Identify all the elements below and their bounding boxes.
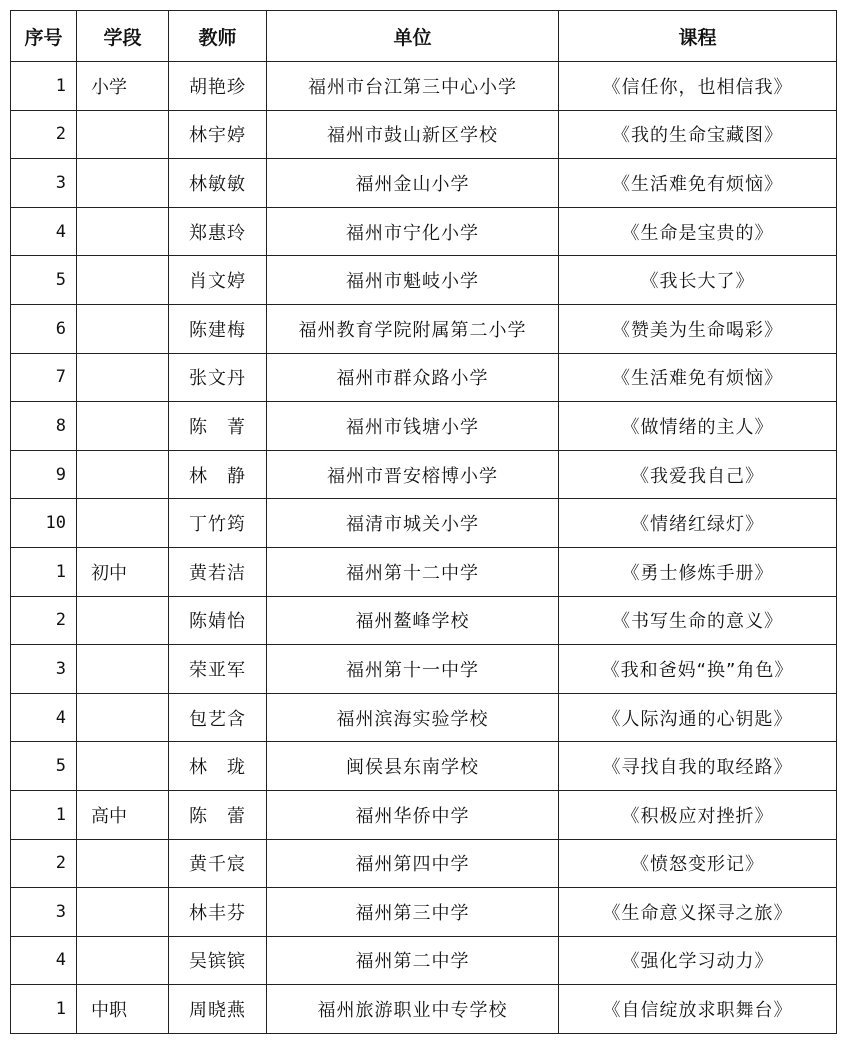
cell-course: 《信任你，也相信我》 [559, 62, 837, 111]
header-unit: 单位 [267, 11, 559, 62]
cell-teacher: 林 珑 [169, 742, 267, 791]
cell-stage [77, 596, 169, 645]
cell-stage [77, 207, 169, 256]
cell-unit: 福州第十二中学 [267, 547, 559, 596]
cell-course: 《赞美为生命喝彩》 [559, 304, 837, 353]
cell-course: 《愤怒变形记》 [559, 839, 837, 888]
cell-course: 《强化学习动力》 [559, 936, 837, 985]
cell-teacher: 陈婧怡 [169, 596, 267, 645]
cell-teacher: 陈 蕾 [169, 790, 267, 839]
cell-index: 1 [11, 62, 77, 111]
cell-index: 2 [11, 596, 77, 645]
cell-unit: 福清市城关小学 [267, 499, 559, 548]
table-row [11, 839, 837, 888]
cell-unit: 福州市钱塘小学 [267, 402, 559, 451]
cell-stage [77, 450, 169, 499]
cell-stage: 高中 [77, 790, 169, 839]
cell-unit: 福州鳌峰学校 [267, 596, 559, 645]
cell-unit: 福州华侨中学 [267, 790, 559, 839]
cell-unit: 福州市魁岐小学 [267, 256, 559, 305]
cell-unit: 福州第二中学 [267, 936, 559, 985]
table-row [11, 742, 837, 791]
cell-teacher: 胡艳珍 [169, 62, 267, 111]
cell-teacher: 黄若洁 [169, 547, 267, 596]
cell-unit: 福州旅游职业中专学校 [267, 985, 559, 1034]
cell-unit: 福州市鼓山新区学校 [267, 110, 559, 159]
cell-index: 7 [11, 353, 77, 402]
table-row [11, 790, 837, 839]
cell-course: 《自信绽放求职舞台》 [559, 985, 837, 1034]
table-row [11, 304, 837, 353]
cell-teacher: 陈建梅 [169, 304, 267, 353]
table-row [11, 596, 837, 645]
cell-index: 3 [11, 888, 77, 937]
cell-teacher: 林丰芬 [169, 888, 267, 937]
cell-index: 4 [11, 693, 77, 742]
cell-teacher: 郑惠玲 [169, 207, 267, 256]
table-row [11, 62, 837, 111]
cell-stage: 初中 [77, 547, 169, 596]
cell-index: 3 [11, 645, 77, 694]
cell-unit: 福州第三中学 [267, 888, 559, 937]
cell-course: 《寻找自我的取经路》 [559, 742, 837, 791]
cell-course: 《人际沟通的心钥匙》 [559, 693, 837, 742]
cell-stage [77, 159, 169, 208]
header-index: 序号 [11, 11, 77, 62]
cell-course: 《生命意义探寻之旅》 [559, 888, 837, 937]
cell-stage [77, 888, 169, 937]
table-row [11, 547, 837, 596]
cell-index: 4 [11, 207, 77, 256]
cell-stage [77, 499, 169, 548]
cell-stage [77, 645, 169, 694]
cell-index: 4 [11, 936, 77, 985]
cell-stage [77, 693, 169, 742]
table-row [11, 645, 837, 694]
cell-teacher: 张文丹 [169, 353, 267, 402]
header-teacher: 教师 [169, 11, 267, 62]
cell-teacher: 周晓燕 [169, 985, 267, 1034]
cell-course: 《书写生命的意义》 [559, 596, 837, 645]
cell-course: 《勇士修炼手册》 [559, 547, 837, 596]
cell-unit: 福州教育学院附属第二小学 [267, 304, 559, 353]
table-row [11, 256, 837, 305]
table-row [11, 693, 837, 742]
table-row [11, 936, 837, 985]
cell-index: 8 [11, 402, 77, 451]
cell-index: 5 [11, 256, 77, 305]
course-table-container [10, 10, 836, 1034]
cell-course: 《做情绪的主人》 [559, 402, 837, 451]
cell-unit: 福州市群众路小学 [267, 353, 559, 402]
cell-course: 《我的生命宝藏图》 [559, 110, 837, 159]
cell-course: 《我长大了》 [559, 256, 837, 305]
cell-unit: 福州第十一中学 [267, 645, 559, 694]
cell-unit: 福州滨海实验学校 [267, 693, 559, 742]
cell-teacher: 林敏敏 [169, 159, 267, 208]
cell-index: 10 [11, 499, 77, 548]
cell-unit: 闽侯县东南学校 [267, 742, 559, 791]
cell-stage [77, 304, 169, 353]
cell-teacher: 吴镔镔 [169, 936, 267, 985]
cell-teacher: 包艺含 [169, 693, 267, 742]
cell-index: 9 [11, 450, 77, 499]
cell-unit: 福州市晋安榕博小学 [267, 450, 559, 499]
cell-index: 1 [11, 985, 77, 1034]
cell-course: 《生活难免有烦恼》 [559, 159, 837, 208]
table-row [11, 985, 837, 1034]
cell-unit: 福州金山小学 [267, 159, 559, 208]
cell-course: 《积极应对挫折》 [559, 790, 837, 839]
cell-stage [77, 936, 169, 985]
cell-teacher: 林宇婷 [169, 110, 267, 159]
cell-teacher: 荣亚军 [169, 645, 267, 694]
cell-index: 6 [11, 304, 77, 353]
cell-course: 《生活难免有烦恼》 [559, 353, 837, 402]
cell-unit: 福州市台江第三中心小学 [267, 62, 559, 111]
cell-stage: 中职 [77, 985, 169, 1034]
cell-course: 《我爱我自己》 [559, 450, 837, 499]
table-row [11, 159, 837, 208]
table-body [11, 62, 837, 1034]
cell-unit: 福州第四中学 [267, 839, 559, 888]
cell-index: 3 [11, 159, 77, 208]
cell-index: 2 [11, 839, 77, 888]
table-row [11, 353, 837, 402]
table-row [11, 110, 837, 159]
cell-teacher: 肖文婷 [169, 256, 267, 305]
cell-unit: 福州市宁化小学 [267, 207, 559, 256]
cell-index: 1 [11, 790, 77, 839]
cell-stage [77, 839, 169, 888]
course-table [10, 10, 837, 1034]
cell-stage [77, 256, 169, 305]
cell-teacher: 丁竹筠 [169, 499, 267, 548]
cell-stage [77, 353, 169, 402]
table-header-row [11, 11, 837, 62]
cell-teacher: 陈 菁 [169, 402, 267, 451]
cell-course: 《我和爸妈“换”角色》 [559, 645, 837, 694]
cell-index: 1 [11, 547, 77, 596]
cell-index: 5 [11, 742, 77, 791]
table-row [11, 499, 837, 548]
table-row [11, 207, 837, 256]
cell-teacher: 黄千宸 [169, 839, 267, 888]
cell-course: 《情绪红绿灯》 [559, 499, 837, 548]
table-row [11, 450, 837, 499]
cell-teacher: 林 静 [169, 450, 267, 499]
table-row [11, 402, 837, 451]
cell-index: 2 [11, 110, 77, 159]
header-course: 课程 [559, 11, 837, 62]
table-row [11, 888, 837, 937]
cell-stage [77, 110, 169, 159]
cell-stage: 小学 [77, 62, 169, 111]
cell-stage [77, 402, 169, 451]
header-stage: 学段 [77, 11, 169, 62]
cell-course: 《生命是宝贵的》 [559, 207, 837, 256]
cell-stage [77, 742, 169, 791]
